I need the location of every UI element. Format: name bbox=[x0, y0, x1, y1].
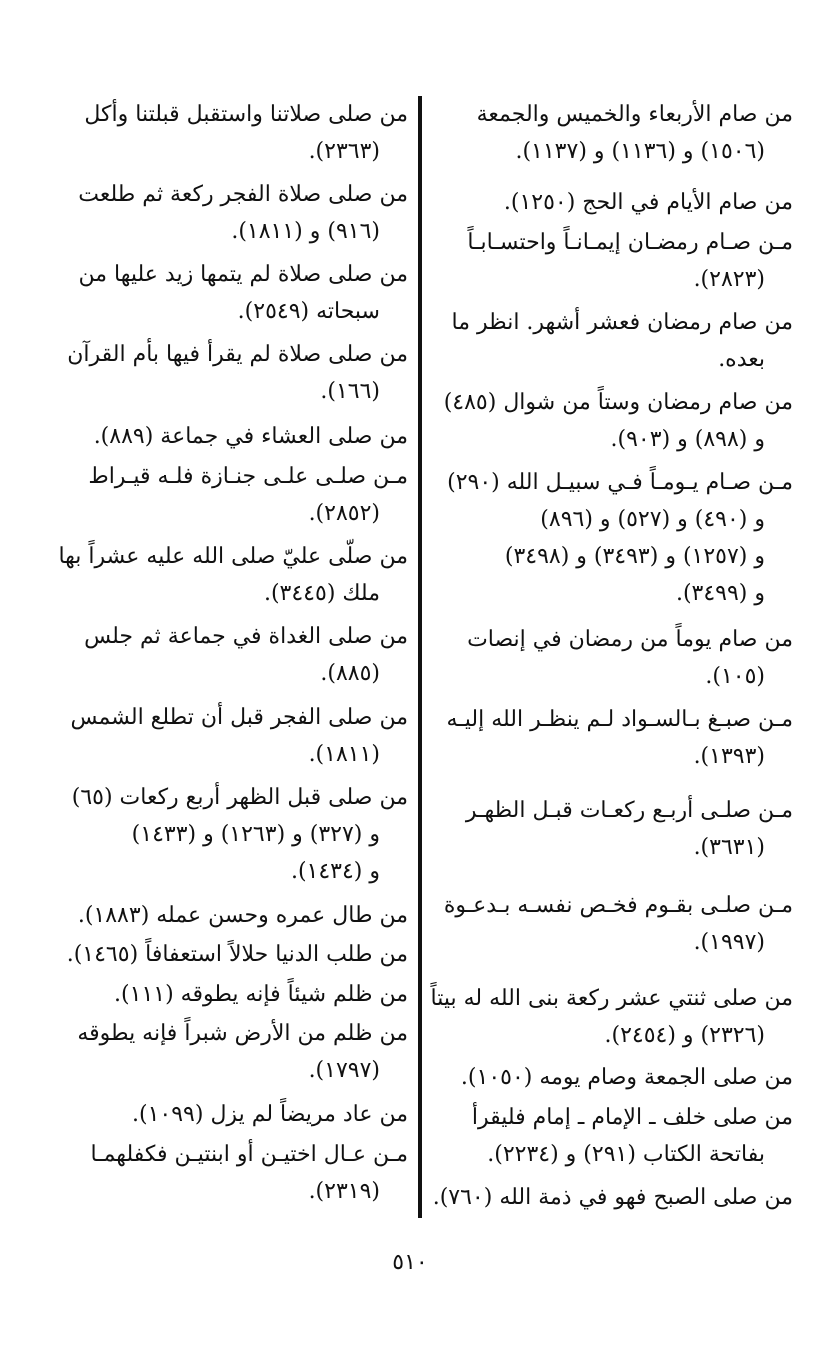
entry-line: (١٧٩٧). bbox=[308, 1058, 380, 1083]
index-entry bbox=[437, 464, 793, 612]
entry-line: من صلى العشاء في جماعة (٨٨٩). bbox=[93, 424, 408, 449]
index-entry bbox=[437, 701, 793, 775]
entry-line: من طال عمره وحسن عمله (١٨٨٣). bbox=[77, 903, 408, 928]
entry-line: مـن صلـى بقـوم فخـص نفسـه بـدعـوة bbox=[443, 893, 793, 918]
entry-line: بعده. bbox=[718, 347, 765, 372]
entry-line: من صلى صلاتنا واستقبل قبلتنا وأكل bbox=[84, 102, 408, 127]
entry-line: من صلى صلاة لم يتمها زيد عليها من bbox=[78, 262, 408, 287]
index-entry bbox=[50, 699, 408, 773]
entry-line: من صلى الصبح فهو في ذمة الله (٧٦٠). bbox=[432, 1185, 793, 1210]
entry-line: من صلى صلاة الفجر ركعة ثم طلعت bbox=[78, 182, 408, 207]
index-entry bbox=[50, 779, 408, 890]
index-entry bbox=[432, 1179, 793, 1216]
index-entry bbox=[50, 458, 408, 532]
entry-line: من ظلم شيئاً فإنه يطوقه (١١١). bbox=[114, 982, 408, 1007]
index-entry bbox=[437, 1099, 793, 1173]
entry-line: من ظلم من الأرض شبراً فإنه يطوقه bbox=[77, 1021, 408, 1046]
entry-line: من صلى خلف ـ الإمام ـ إمام فليقرأ bbox=[471, 1105, 793, 1130]
entry-line: (٨٨٥). bbox=[320, 661, 380, 686]
entry-line: (١٨١١). bbox=[308, 742, 380, 767]
index-entry bbox=[50, 256, 408, 330]
entry-line: و (٨٩٨) و (٩٠٣). bbox=[610, 427, 765, 452]
entry-line: و (١٤٣٤). bbox=[290, 859, 380, 884]
entry-line: مـن صلـى علـى جنـازة فلـه قيـراط bbox=[88, 464, 408, 489]
entry-line: مـن صـام رمضـان إيمـانـاً واحتسـابـاً bbox=[467, 230, 793, 255]
entry-line: (١٩٩٧). bbox=[693, 930, 765, 955]
index-entry bbox=[430, 980, 793, 1054]
entry-line: و (١٢٥٧) و (٣٤٩٣) و (٣٤٩٨) bbox=[504, 544, 765, 569]
entry-line: بفاتحة الكتاب (٢٩١) و (٢٢٣٤). bbox=[487, 1142, 765, 1167]
index-entry bbox=[437, 184, 793, 221]
entry-line: من صلى الجمعة وصام يومه (١٠٥٠). bbox=[460, 1065, 793, 1090]
index-entry bbox=[437, 792, 793, 866]
entry-line: (١٦٦). bbox=[320, 379, 380, 404]
page-number: ٥١٠ bbox=[392, 1250, 428, 1275]
column-divider bbox=[418, 96, 422, 1218]
entry-line: (١٠٥). bbox=[705, 664, 765, 689]
index-entry bbox=[437, 887, 793, 961]
entry-line: (٢٣٢٦) و (٢٤٥٤). bbox=[604, 1023, 765, 1048]
entry-line: سبحاته (٢٥٤٩). bbox=[237, 299, 380, 324]
index-entry bbox=[50, 96, 408, 170]
index-entry bbox=[437, 96, 793, 170]
index-entry bbox=[50, 538, 408, 612]
index-entry bbox=[50, 976, 408, 1013]
entry-line: من صلى الفجر قبل أن تطلع الشمس bbox=[70, 705, 408, 730]
index-entry bbox=[437, 1059, 793, 1096]
entry-line: مـن صبـغ بـالسـواد لـم ينظـر الله إليـه bbox=[446, 707, 793, 732]
entry-line: (١٥٠٦) و (١١٣٦) و (١١٣٧). bbox=[515, 139, 765, 164]
entry-line: من صلى ثنتي عشر ركعة بنى الله له بيتاً bbox=[430, 986, 793, 1011]
entry-line: من صام رمضان وستاً من شوال (٤٨٥) bbox=[443, 390, 793, 415]
entry-line: و (٤٩٠) و (٥٢٧) و (٨٩٦) bbox=[540, 507, 765, 532]
entry-line: و (٣٤٩٩). bbox=[675, 581, 765, 606]
entry-line: (٢٣١٩). bbox=[308, 1179, 380, 1204]
index-entry bbox=[437, 384, 793, 458]
index-entry bbox=[50, 1015, 408, 1089]
index-entry bbox=[50, 336, 408, 410]
index-entry bbox=[437, 621, 793, 695]
entry-line: مـن عـال اختيـن أو ابنتيـن فكفلهمـا bbox=[90, 1142, 408, 1167]
entry-line: (٣٦٣١). bbox=[693, 835, 765, 860]
entry-line: و (٣٢٧) و (١٢٦٣) و (١٤٣٣) bbox=[131, 822, 380, 847]
index-entry bbox=[437, 304, 793, 378]
index-entry bbox=[50, 618, 408, 692]
entry-line: (٩١٦) و (١٨١١). bbox=[231, 219, 380, 244]
entry-line: (١٣٩٣). bbox=[693, 744, 765, 769]
index-entry bbox=[50, 1096, 408, 1133]
entry-line: (٢٨٥٢). bbox=[308, 501, 380, 526]
entry-line: من صلى قبل الظهر أربع ركعات (٦٥) bbox=[71, 785, 408, 810]
entry-line: من صام الأيام في الحج (١٢٥٠). bbox=[503, 190, 793, 215]
index-entry bbox=[50, 936, 408, 973]
entry-line: من صام رمضان فعشر أشهر. انظر ما bbox=[451, 310, 793, 335]
entry-line: مـن صـام يـومـاً فـي سبيـل الله (٢٩٠) bbox=[447, 470, 793, 495]
index-entry bbox=[50, 897, 408, 934]
entry-line: من صام الأربعاء والخميس والجمعة bbox=[476, 102, 793, 127]
entry-line: من صلّى عليّ صلى الله عليه عشراً بها bbox=[58, 544, 408, 569]
entry-line: من صلى صلاة لم يقرأ فيها بأم القرآن bbox=[67, 342, 408, 367]
entry-line: (٢٣٦٣). bbox=[308, 139, 380, 164]
entry-line: من صلى الغداة في جماعة ثم جلس bbox=[84, 624, 408, 649]
index-entry bbox=[50, 176, 408, 250]
index-entry bbox=[437, 224, 793, 298]
entry-line: من عاد مريضاً لم يزل (١٠٩٩). bbox=[132, 1102, 408, 1127]
entry-line: من صام يوماً من رمضان في إنصات bbox=[467, 627, 793, 652]
index-entry bbox=[50, 418, 408, 455]
entry-line: (٢٨٢٣). bbox=[693, 267, 765, 292]
entry-line: ملك (٣٤٤٥). bbox=[263, 581, 380, 606]
entry-line: مـن صلـى أربـع ركعـات قبـل الظهـر bbox=[465, 798, 793, 823]
entry-line: من طلب الدنيا حلالاً استعفافاً (١٤٦٥). bbox=[66, 942, 408, 967]
index-entry bbox=[50, 1136, 408, 1210]
